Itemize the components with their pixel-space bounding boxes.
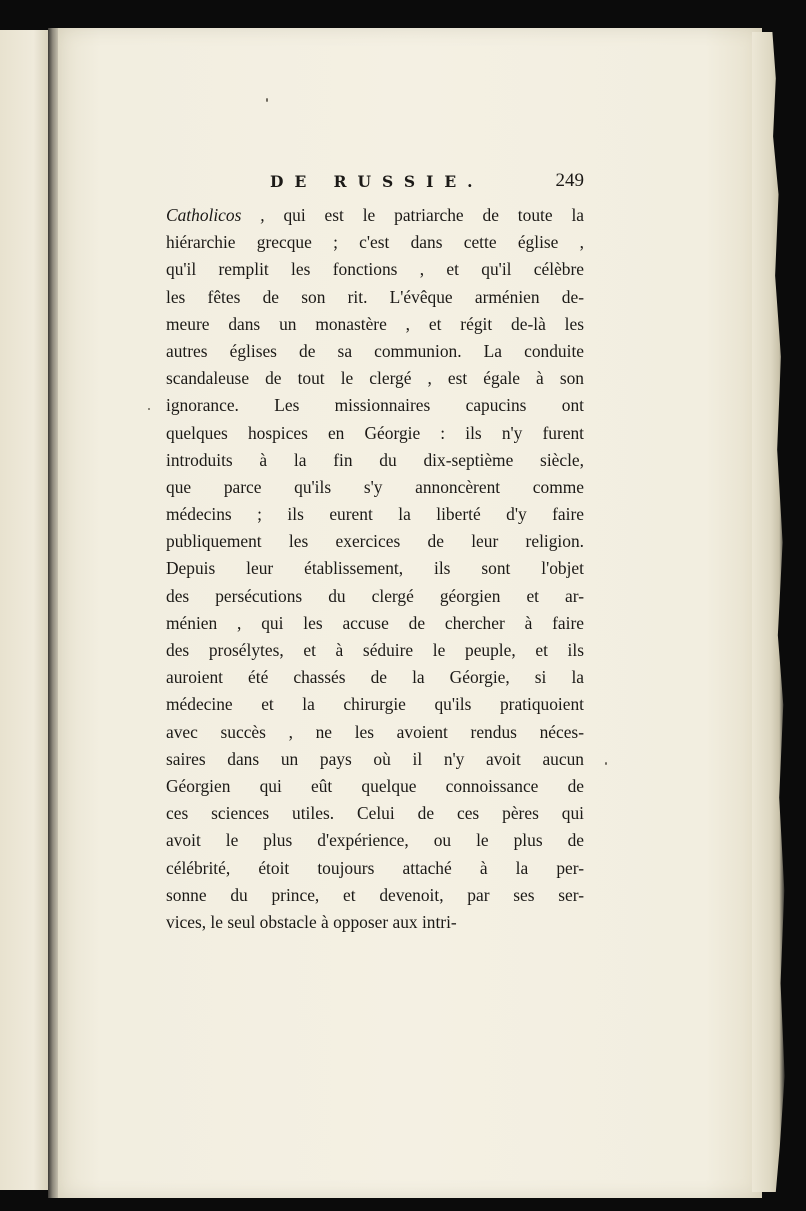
- text-line: célébrité, étoit toujours attaché à la per-: [166, 857, 584, 878]
- running-head-title: DE RUSSIE.: [270, 172, 484, 191]
- text-line: scandaleuse de tout le clergé , est égale à son: [166, 368, 584, 389]
- body-text: [166, 202, 584, 936]
- deckled-page-edge: [752, 32, 786, 1192]
- paper-speck: [148, 408, 150, 410]
- text-line: que parce qu'ils s'y annoncèrent comme: [166, 476, 584, 497]
- text-line: autres églises de sa communion. La conduite: [166, 340, 584, 361]
- text-line: saires dans un pays où il n'y avoit aucun: [166, 748, 584, 769]
- text-line: ces sciences utiles. Celui de ces pères qui: [166, 803, 584, 824]
- text-line: des prosélytes, et à séduire le peuple, et ils: [166, 640, 584, 660]
- previous-page-edge: [0, 30, 50, 1190]
- text-line: auroient été chassés de la Géorgie, si la: [166, 667, 584, 688]
- text-line: vices, le seul obstacle à opposer aux intri-: [166, 911, 457, 932]
- text-line: médecins ; ils eurent la liberté d'y faire: [166, 504, 584, 525]
- text-line: des persécutions du clergé géorgien et ar-: [166, 585, 584, 606]
- text-line: ménien , qui les accuse de chercher à faire: [166, 612, 584, 633]
- text-line: quelques hospices en Géorgie : ils n'y furent: [166, 422, 584, 443]
- text-line: Catholicos , qui est le patriarche de toute la: [166, 205, 584, 225]
- text-line: sonne du prince, et devenoit, par ses ser-: [166, 884, 584, 905]
- page-text-block: [166, 172, 584, 936]
- text-line: Géorgien qui eût quelque connoissance de: [166, 775, 584, 796]
- text-line: hiérarchie grecque ; c'est dans cette église ,: [166, 232, 584, 253]
- text-line: les fêtes de son rit. L'évêque arménien de-: [166, 286, 584, 307]
- italic-word: Catholicos ,: [166, 205, 265, 225]
- page-number: 249: [555, 170, 584, 191]
- text-line: avec succès , ne les avoient rendus néces-: [166, 721, 584, 742]
- text-line: Depuis leur établissement, ils sont l'objet: [166, 558, 584, 579]
- text-line: ignorance. Les missionnaires capucins ont: [166, 395, 584, 416]
- text-line: meure dans un monastère , et régit de-là les: [166, 313, 584, 334]
- text-line: introduits à la fin du dix-septième siècle,: [166, 449, 584, 470]
- text-line: publiquement les exercices de leur religion.: [166, 531, 584, 552]
- text-line: qu'il remplit les fonctions , et qu'il célèbre: [166, 259, 584, 280]
- paper-speck: [605, 762, 607, 765]
- paper-speck: [266, 98, 268, 102]
- text-line: médecine et la chirurgie qu'ils pratiquoient: [166, 694, 584, 715]
- text-line: avoit le plus d'expérience, ou le plus de: [166, 830, 584, 851]
- running-head: [166, 172, 584, 198]
